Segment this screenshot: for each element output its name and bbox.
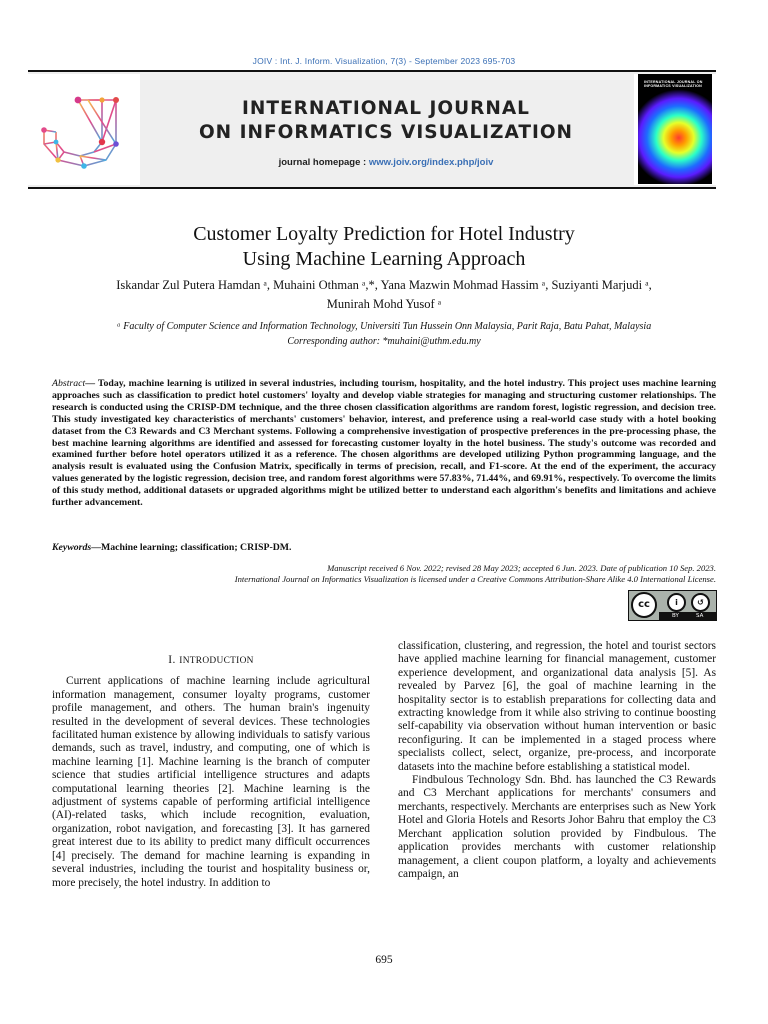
- keywords-label: Keywords: [52, 542, 92, 553]
- abstract-text: — Today, machine learning is utilized in several industries, including tourism, hospitality, and the hotel industry. This project uses machine learning approaches such as classification to predict hotel customers' loyalty and develop viable strategies for managing and structuring customer relationships. The research is conducted using the CRISP-DM technique, and the three chosen classification algorithms are random forest, logistic regression, and decision tree. This study investigated key characteristics of merchants' customers' behavior, interest, and preference using a real-world case study with a hotel booking dataset from the C3 Rewards and C3 Merchant systems. Following a comprehensive investigation of prospective preferences in the pre-processing phase, the best machine learning algorithms are identified and assessed for forecasting customer loyalty in the hotel business. The study's outcome was recorded and examined further before hotel operators utilized it as a reference. The chosen algorithms are developed utilizing Python programming language, and the analysis result is evaluated using the Confusion Matrix, specifically in terms of precision, recall, and F1-score. At the end of the experiment, the accuracy values generated by the logistic regression, decision tree, and random forest algorithms were 57.83%, 71.44%, and 69.91%, respectively. To overcome the limits of this study method, additional datasets or upgraded algorithms might be utilized better to understand each algorithm's benefits and limitations and achieve further advancement.: [52, 378, 716, 509]
- section-title: INTRODUCTION: [179, 656, 254, 666]
- right-column: [398, 640, 716, 881]
- journal-title-line2: ON INFORMATICS VISUALIZATION: [198, 122, 574, 143]
- keywords-text: —Machine learning; classification; CRISP-DM.: [91, 542, 292, 553]
- paper-title: [0, 222, 768, 272]
- intro-paragraph: Current applications of machine learning include agricultural information management, consumer loyalty programs, customer profile management, and others. The human brain's ingenuity resulted in the development of several devices. These technologies facilitated human existence by allowing individuals to satisfy various demands, such as travel, industry, and computing, one of which is machine learning [1]. Machine learning is the branch of computer science that studies artificial intelligence structures and adapts computational learning theories [2]. Machine learning is the adjustment of systems capable of performing artificial intelligence (AI)-related tasks, which include recognition, evaluation, organization, robot navigation, and forecasting [3]. It has garnered great interest due to its ability to predict many difficult occurrences [4] precisely. The demand for machine learning is expanding in several industries, including the tourist and hospitality business or, more precisely, the hotel industry. In addition to: [52, 675, 370, 889]
- authors-line2: Munirah Mohd Yusof ᵃ: [326, 297, 442, 311]
- cc-license-badge[interactable]: [628, 590, 717, 621]
- keywords: [52, 542, 716, 553]
- cc-sa-label: SA: [696, 613, 704, 619]
- intro-paragraph-continued: classification, clustering, and regression, the hotel and tourist sectors have applied machine learning for financial management, customer experience development, and organizational data analysis [5]. As revealed by Parvez [6], the goal of machine learning in the hospitality sector is to establish preparations for collecting data and extracting knowledge from it while also striving to continue boosting self-capability via observation without human intervention or basic reconfiguring. It can be implemented in a staged process where specialists collect, select, organize, pre-process, and incorporate datasets into the machine before establishing a statistical model.: [398, 640, 716, 773]
- journal-logo: [28, 74, 140, 185]
- affiliation-block: [0, 319, 768, 349]
- share-alike-icon: ↺: [691, 593, 710, 612]
- left-column: [52, 640, 370, 890]
- paper-title-line2: Using Machine Learning Approach: [242, 248, 526, 270]
- section-heading: [52, 654, 370, 668]
- section-number: I.: [168, 654, 176, 666]
- cover-title: INTERNATIONAL JOURNAL ON INFORMATICS VISUALIZATION: [644, 80, 703, 89]
- journal-banner: [28, 70, 716, 189]
- abstract-label: Abstract: [52, 378, 86, 389]
- cc-by-label: BY: [672, 613, 679, 619]
- intro-paragraph-findbulous: Findbulous Technology Sdn. Bhd. has launched the C3 Rewards and C3 Merchant applications for merchants' consumers and merchants, respectively. Merchants are enterprises such as New York Hotel and Gloria Hotels and Resorts Johor Bahru that employ the C3 Merchant application solution provided by Findbulous. The application provides merchants with customer relationship management, a client coupon platform, a loyalty and achievements campaign, an: [398, 774, 716, 880]
- cc-badge-labels: [659, 612, 716, 620]
- abstract: [52, 378, 716, 509]
- journal-title-line1: INTERNATIONAL JOURNAL: [242, 98, 530, 119]
- authors: [40, 276, 728, 314]
- journal-cover: [634, 74, 716, 185]
- journal-homepage: [140, 157, 632, 168]
- journal-reference: JOIV : Int. J. Inform. Visualization, 7(3) - September 2023 695-703: [252, 56, 516, 66]
- cc-icon: cc: [631, 592, 657, 618]
- page-number: 695: [375, 954, 393, 966]
- joiv-logo-icon: [28, 74, 140, 185]
- journal-cover-image: [638, 74, 712, 184]
- paper-title-line1: Customer Loyalty Prediction for Hotel Industry: [193, 223, 575, 245]
- homepage-label: journal homepage :: [278, 157, 369, 168]
- attribution-icon: i: [667, 593, 686, 612]
- homepage-link[interactable]: www.joiv.org/index.php/joiv: [368, 157, 494, 168]
- license-statement: International Journal on Informatics Visualization is licensed under a Creative Commons Attribution-Share Alike 4.0 International License.: [234, 574, 716, 584]
- authors-line1: Iskandar Zul Putera Hamdan ᵃ, Muhaini Othman ᵃ,*, Yana Mazwin Mohmad Hassim ᵃ, Suziyanti Marjudi ᵃ,: [116, 278, 652, 292]
- manuscript-dates: Manuscript received 6 Nov. 2022; revised 28 May 2023; accepted 6 Jun. 2023. Date of publication 10 Sep. 2023.: [327, 563, 716, 573]
- manuscript-info: [52, 563, 716, 585]
- corresponding-author: Corresponding author: *muhaini@uthm.edu.my: [287, 336, 481, 347]
- affiliation: ᵃ Faculty of Computer Science and Information Technology, Universiti Tun Hussein Onn Malaysia, Parit Raja, Batu Pahat, Malaysia: [116, 321, 652, 332]
